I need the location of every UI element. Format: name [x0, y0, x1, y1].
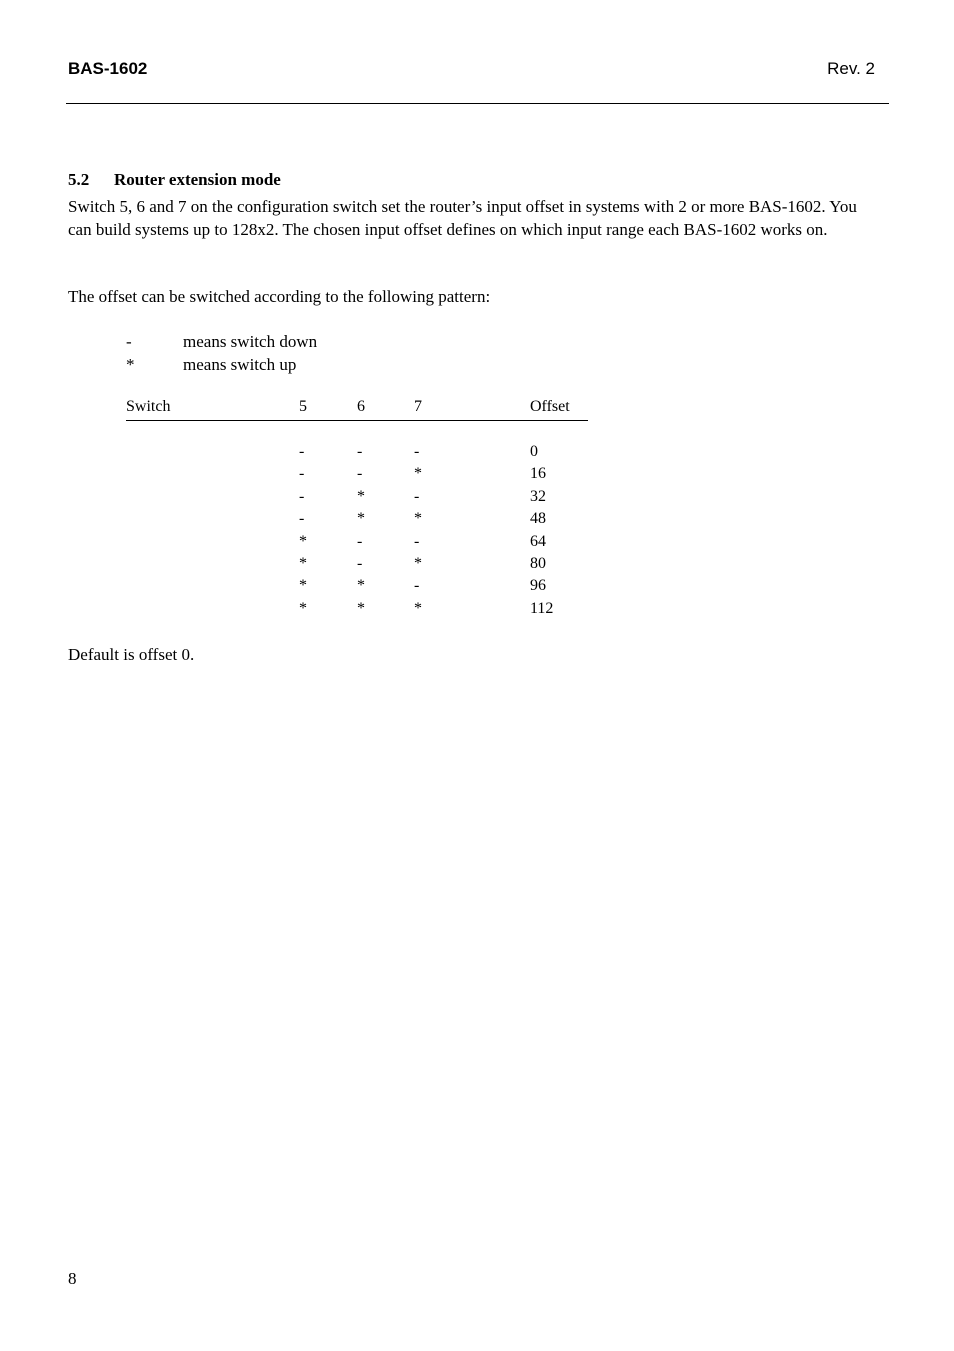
- cell-offset: 64: [530, 532, 546, 550]
- pattern-intro-paragraph: The offset can be switched according to the following pattern:: [68, 287, 491, 306]
- switch-table-header: [126, 398, 588, 421]
- table-row: [126, 510, 588, 532]
- cell-offset: 96: [530, 577, 546, 595]
- cell-switch-5: -: [299, 443, 305, 460]
- header-revision: Rev. 2: [827, 59, 875, 78]
- cell-offset: 48: [530, 510, 546, 528]
- cell-offset: 32: [530, 487, 546, 505]
- table-row: [126, 555, 588, 577]
- cell-switch-7: *: [414, 465, 422, 483]
- cell-switch-5: -: [299, 487, 305, 505]
- table-row: [126, 577, 588, 599]
- cell-switch-6: -: [357, 532, 363, 550]
- cell-switch-5: -: [299, 510, 305, 528]
- switch-table-body: [126, 443, 588, 622]
- legend-meaning: means switch down: [183, 332, 318, 351]
- cell-switch-6: -: [357, 554, 363, 572]
- cell-switch-6: *: [357, 487, 365, 505]
- section-title: Router extension mode: [114, 170, 281, 189]
- header-switch-7: 7: [414, 398, 422, 415]
- cell-switch-7: *: [414, 510, 422, 528]
- cell-switch-6: -: [357, 465, 363, 483]
- legend-symbol: -: [126, 332, 132, 351]
- legend-symbol: *: [126, 354, 135, 374]
- header-divider: [66, 103, 889, 104]
- section-number: 5.2: [68, 170, 90, 189]
- header-switch: Switch: [126, 398, 171, 415]
- table-row: [126, 533, 588, 555]
- cell-switch-7: *: [414, 599, 422, 617]
- cell-offset: 16: [530, 465, 546, 483]
- header-doc-id: BAS-1602: [68, 59, 148, 78]
- default-note: Default is offset 0.: [68, 645, 195, 664]
- table-row: [126, 488, 588, 510]
- header-switch-5: 5: [299, 398, 307, 415]
- table-row: [126, 600, 588, 622]
- section-heading: [68, 170, 281, 190]
- cell-switch-7: -: [414, 532, 420, 550]
- cell-switch-5: *: [299, 599, 307, 617]
- page-number: 8: [68, 1269, 77, 1288]
- cell-switch-5: -: [299, 465, 305, 483]
- table-row: [126, 443, 588, 465]
- cell-offset: 112: [530, 599, 554, 617]
- cell-switch-7: -: [414, 487, 420, 505]
- cell-switch-6: *: [357, 599, 365, 617]
- header-switch-6: 6: [357, 398, 365, 415]
- cell-switch-5: *: [299, 532, 307, 550]
- legend-meaning: means switch up: [183, 354, 297, 374]
- cell-switch-6: *: [357, 510, 365, 528]
- header-offset: Offset: [530, 398, 570, 415]
- cell-switch-7: *: [414, 554, 422, 572]
- cell-switch-6: -: [357, 443, 363, 460]
- cell-offset: 80: [530, 554, 546, 572]
- cell-switch-5: *: [299, 577, 307, 595]
- cell-switch-5: *: [299, 554, 307, 572]
- cell-switch-6: *: [357, 577, 365, 595]
- cell-switch-7: -: [414, 577, 420, 595]
- cell-switch-7: -: [414, 443, 420, 460]
- intro-paragraph: Switch 5, 6 and 7 on the configuration switch set the router’s input offset in systems with 2 or more BAS-1602. You can build systems up to 128x2. The chosen input offset defines on which input range each BAS-1602 works on.: [68, 197, 857, 239]
- cell-offset: 0: [530, 443, 538, 460]
- table-row: [126, 465, 588, 487]
